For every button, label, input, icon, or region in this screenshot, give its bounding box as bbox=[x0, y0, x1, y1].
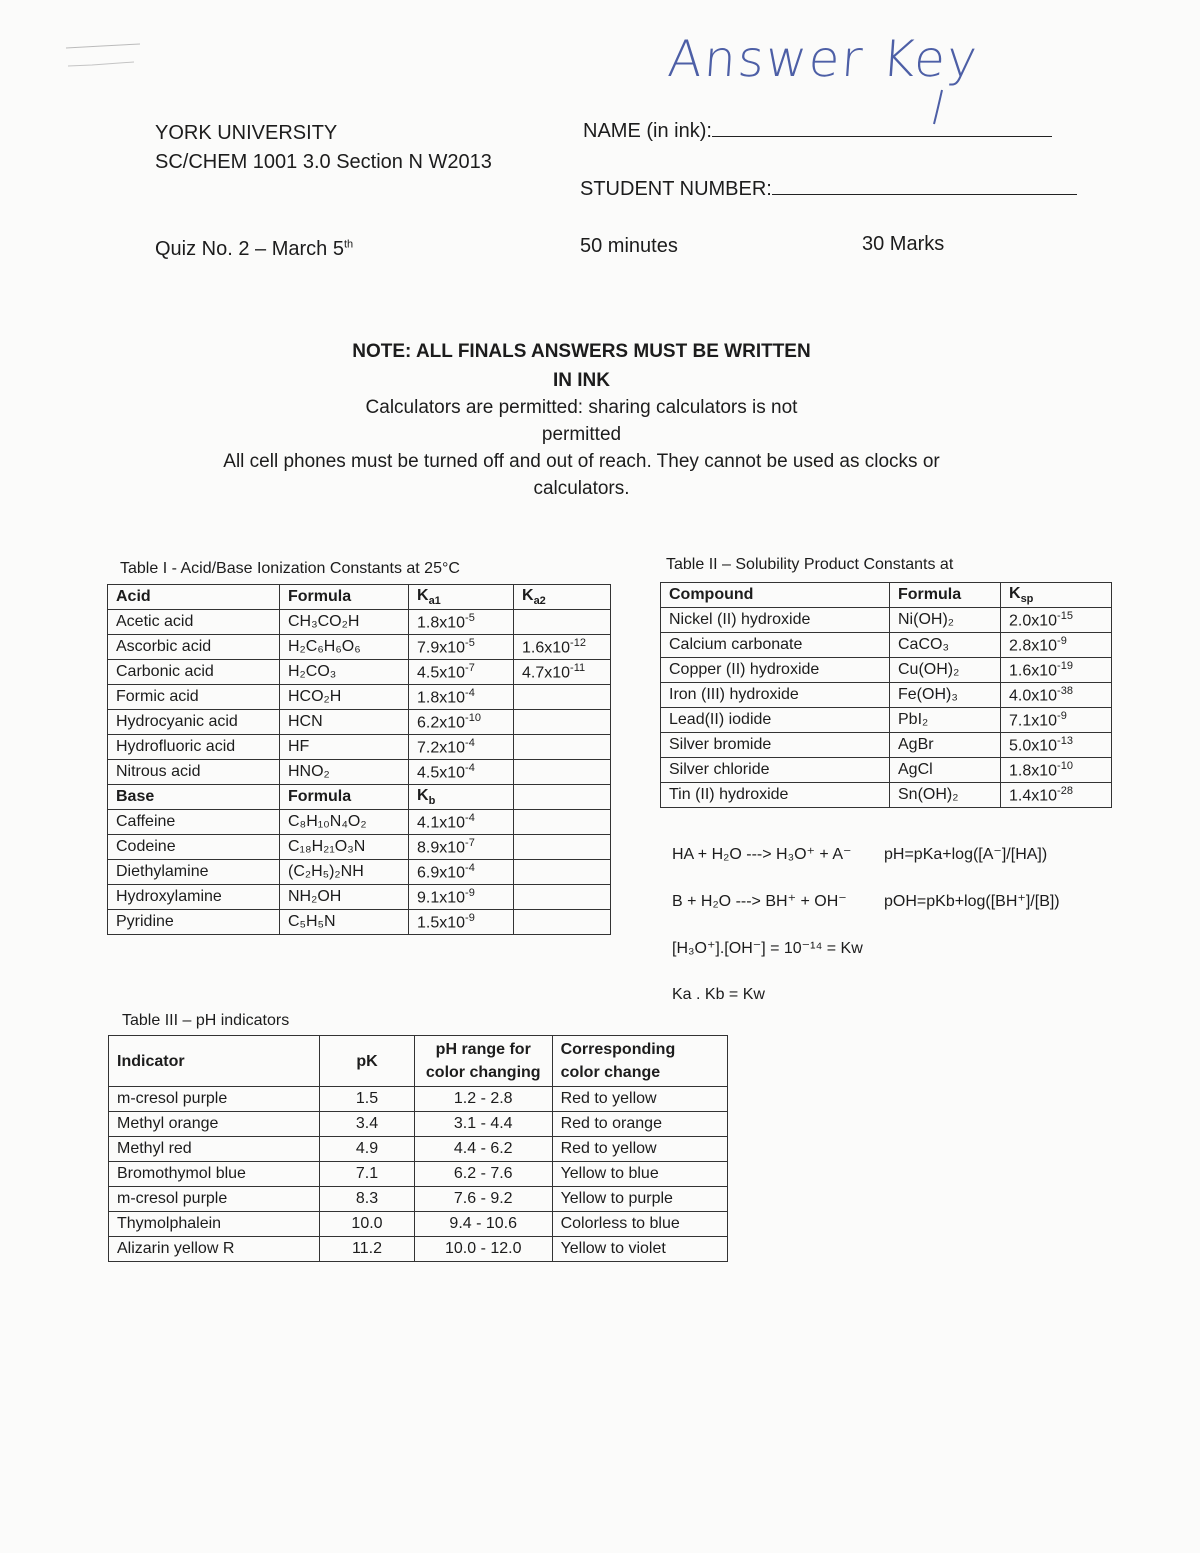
table-row bbox=[109, 1137, 728, 1162]
ka1-value: $7.2x10^{-4}$ bbox=[409, 735, 514, 760]
indicator-ph-range: 9.4 - 10.6 bbox=[414, 1212, 552, 1237]
empty-cell bbox=[514, 810, 611, 835]
table1-caption: Table I - Acid/Base Ionization Constants at 25°C bbox=[120, 560, 460, 577]
compound-name: Silver bromide bbox=[661, 733, 890, 758]
indicator-color-change: Colorless to blue bbox=[552, 1212, 727, 1237]
ka2-value bbox=[514, 710, 611, 735]
table-row bbox=[108, 860, 611, 885]
acid-base-table bbox=[107, 584, 611, 935]
indicator-pk: 8.3 bbox=[320, 1187, 415, 1212]
empty-cell bbox=[514, 785, 611, 810]
table-row bbox=[109, 1212, 728, 1237]
table-row bbox=[108, 885, 611, 910]
ka1-value: $7.9x10^{-5}$ bbox=[409, 635, 514, 660]
formula-header: Formula bbox=[280, 785, 409, 810]
ksp-header: $K_{sp}$ bbox=[1001, 583, 1112, 608]
indicator-color-change: Yellow to blue bbox=[552, 1162, 727, 1187]
table-row bbox=[108, 760, 611, 785]
scan-scribble bbox=[62, 38, 146, 72]
ksp-value: $2.0x10^{-15}$ bbox=[1001, 608, 1112, 633]
note-line-6: calculators. bbox=[533, 478, 630, 499]
table-row bbox=[108, 810, 611, 835]
table-row bbox=[108, 660, 611, 685]
indicator-color-change: Red to yellow bbox=[552, 1087, 727, 1112]
compound-formula: Cu(OH)₂ bbox=[890, 658, 1001, 683]
acid-name: Formic acid bbox=[108, 685, 280, 710]
kb-header: $K_b$ bbox=[409, 785, 514, 810]
indicator-color-change: Red to yellow bbox=[552, 1137, 727, 1162]
table-row bbox=[661, 633, 1112, 658]
acid-name: Hydrofluoric acid bbox=[108, 735, 280, 760]
compound-formula: Sn(OH)₂ bbox=[890, 783, 1001, 808]
ksp-value: $2.8x10^{-9}$ bbox=[1001, 633, 1112, 658]
note-line-3: Calculators are permitted: sharing calculators is not bbox=[365, 397, 798, 418]
table-row bbox=[661, 733, 1112, 758]
ka2-value bbox=[514, 610, 611, 635]
solubility-table bbox=[660, 582, 1112, 808]
table-row bbox=[108, 685, 611, 710]
compound-name: Calcium carbonate bbox=[661, 633, 890, 658]
compound-name: Nickel (II) hydroxide bbox=[661, 608, 890, 633]
base-formula: C₈H₁₀N₄O₂ bbox=[280, 810, 409, 835]
table2-caption: Table II – Solubility Product Constants at bbox=[666, 556, 954, 573]
compound-name: Iron (III) hydroxide bbox=[661, 683, 890, 708]
table-row bbox=[661, 708, 1112, 733]
course-code: SC/CHEM 1001 3.0 Section N W2013 bbox=[155, 151, 492, 173]
empty-cell bbox=[514, 860, 611, 885]
table-row bbox=[108, 635, 611, 660]
note-line-2: IN INK bbox=[553, 370, 610, 391]
ksp-value: $4.0x10^{-38}$ bbox=[1001, 683, 1112, 708]
name-field[interactable]: NAME (in ink): bbox=[583, 120, 1052, 143]
kb-value: $9.1x10^{-9}$ bbox=[409, 885, 514, 910]
indicator-color-change: Yellow to violet bbox=[552, 1237, 727, 1262]
henderson-hasselbalch-acid: pH=pKa+log([A⁻]/[HA]) bbox=[884, 846, 1048, 863]
compound-formula: PbI₂ bbox=[890, 708, 1001, 733]
ka2-value bbox=[514, 760, 611, 785]
kb-value: $8.9x10^{-7}$ bbox=[409, 835, 514, 860]
empty-cell bbox=[514, 885, 611, 910]
indicator-name: m-cresol purple bbox=[109, 1087, 320, 1112]
indicator-name: Alizarin yellow R bbox=[109, 1237, 320, 1262]
base-formula: (C₂H₅)₂NH bbox=[280, 860, 409, 885]
indicator-pk: 3.4 bbox=[320, 1112, 415, 1137]
indicator-name: m-cresol purple bbox=[109, 1187, 320, 1212]
compound-formula: AgCl bbox=[890, 758, 1001, 783]
acid-name: Nitrous acid bbox=[108, 760, 280, 785]
student-number-field[interactable]: STUDENT NUMBER: bbox=[580, 178, 1077, 201]
indicator-ph-range: 3.1 - 4.4 bbox=[414, 1112, 552, 1137]
ph-range-header: pH range for color changing bbox=[414, 1036, 552, 1087]
indicator-name: Thymolphalein bbox=[109, 1212, 320, 1237]
base-formula: C₁₈H₂₁O₃N bbox=[280, 835, 409, 860]
table-row bbox=[661, 683, 1112, 708]
ka1-header: $K_{a1}$ bbox=[409, 585, 514, 610]
indicator-ph-range: 6.2 - 7.6 bbox=[414, 1162, 552, 1187]
ka1-value: $1.8x10^{-4}$ bbox=[409, 685, 514, 710]
ka2-value bbox=[514, 685, 611, 710]
indicator-name: Bromothymol blue bbox=[109, 1162, 320, 1187]
kw-equation: [H₃O⁺].[OH⁻] = 10⁻¹⁴ = Kw bbox=[672, 940, 863, 957]
compound-name: Silver chloride bbox=[661, 758, 890, 783]
acid-formula: HF bbox=[280, 735, 409, 760]
kb-value: $6.9x10^{-4}$ bbox=[409, 860, 514, 885]
handwritten-answer-key: Answer Key bbox=[665, 30, 981, 88]
pk-header: pK bbox=[320, 1036, 415, 1087]
total-marks: 30 Marks bbox=[862, 233, 945, 255]
acid-header: Acid bbox=[108, 585, 280, 610]
ka1-value: $6.2x10^{-10}$ bbox=[409, 710, 514, 735]
indicator-name: Methyl orange bbox=[109, 1112, 320, 1137]
compound-formula: Fe(OH)₃ bbox=[890, 683, 1001, 708]
acid-formula: H₂CO₃ bbox=[280, 660, 409, 685]
acid-name: Carbonic acid bbox=[108, 660, 280, 685]
table-row bbox=[108, 610, 611, 635]
empty-cell bbox=[514, 835, 611, 860]
indicator-pk: 4.9 bbox=[320, 1137, 415, 1162]
note-line-4: permitted bbox=[541, 424, 622, 445]
indicator-color-change: Yellow to purple bbox=[552, 1187, 727, 1212]
ksp-value: $1.4x10^{-28}$ bbox=[1001, 783, 1112, 808]
kb-value: $4.1x10^{-4}$ bbox=[409, 810, 514, 835]
ka-kb-equation: Ka . Kb = Kw bbox=[672, 986, 765, 1003]
table-header-row bbox=[108, 585, 611, 610]
table-row bbox=[109, 1087, 728, 1112]
compound-header: Compound bbox=[661, 583, 890, 608]
base-name: Hydroxylamine bbox=[108, 885, 280, 910]
color-change-header: Corresponding color change bbox=[552, 1036, 727, 1087]
ka1-value: $4.5x10^{-4}$ bbox=[409, 760, 514, 785]
formula-header: Formula bbox=[890, 583, 1001, 608]
indicator-ph-range: 7.6 - 9.2 bbox=[414, 1187, 552, 1212]
acid-formula: HNO₂ bbox=[280, 760, 409, 785]
base-formula: C₅H₅N bbox=[280, 910, 409, 935]
table3-caption: Table III – pH indicators bbox=[122, 1012, 290, 1029]
indicator-ph-range: 1.2 - 2.8 bbox=[414, 1087, 552, 1112]
base-formula: NH₂OH bbox=[280, 885, 409, 910]
acid-formula: HCN bbox=[280, 710, 409, 735]
acid-name: Acetic acid bbox=[108, 610, 280, 635]
university-name: YORK UNIVERSITY bbox=[155, 122, 338, 144]
indicator-pk: 7.1 bbox=[320, 1162, 415, 1187]
base-name: Diethylamine bbox=[108, 860, 280, 885]
formula-header: Formula bbox=[280, 585, 409, 610]
ka1-value: $4.5x10^{-7}$ bbox=[409, 660, 514, 685]
table-row bbox=[108, 910, 611, 935]
note-line-1: NOTE: ALL FINALS ANSWERS MUST BE WRITTEN bbox=[352, 341, 811, 362]
indicator-color-change: Red to orange bbox=[552, 1112, 727, 1137]
base-header: Base bbox=[108, 785, 280, 810]
table-header-row bbox=[109, 1036, 728, 1087]
table-row bbox=[109, 1237, 728, 1262]
base-name: Pyridine bbox=[108, 910, 280, 935]
table-row bbox=[109, 1187, 728, 1212]
empty-cell bbox=[514, 910, 611, 935]
ka1-value: $1.8x10^{-5}$ bbox=[409, 610, 514, 635]
base-dissociation-equation: B + H₂O ---> BH⁺ + OH⁻ bbox=[672, 893, 847, 910]
table-row bbox=[661, 658, 1112, 683]
table-row bbox=[661, 608, 1112, 633]
indicator-pk: 10.0 bbox=[320, 1212, 415, 1237]
compound-formula: AgBr bbox=[890, 733, 1001, 758]
acid-name: Hydrocyanic acid bbox=[108, 710, 280, 735]
acid-name: Ascorbic acid bbox=[108, 635, 280, 660]
ksp-value: $7.1x10^{-9}$ bbox=[1001, 708, 1112, 733]
ksp-value: $1.8x10^{-10}$ bbox=[1001, 758, 1112, 783]
quiz-title: Quiz No. 2 – March 5th bbox=[155, 238, 354, 260]
base-name: Caffeine bbox=[108, 810, 280, 835]
table-row bbox=[109, 1112, 728, 1137]
henderson-hasselbalch-base: pOH=pKb+log([BH⁺]/[B]) bbox=[884, 893, 1060, 910]
base-name: Codeine bbox=[108, 835, 280, 860]
indicator-pk: 1.5 bbox=[320, 1087, 415, 1112]
duration: 50 minutes bbox=[580, 235, 678, 257]
table-row bbox=[108, 835, 611, 860]
acid-formula: H₂C₆H₆O₆ bbox=[280, 635, 409, 660]
compound-formula: Ni(OH)₂ bbox=[890, 608, 1001, 633]
table-row bbox=[661, 783, 1112, 808]
compound-name: Tin (II) hydroxide bbox=[661, 783, 890, 808]
indicator-ph-range: 4.4 - 6.2 bbox=[414, 1137, 552, 1162]
table-row bbox=[109, 1162, 728, 1187]
acid-formula: CH₃CO₂H bbox=[280, 610, 409, 635]
acid-dissociation-equation: HA + H₂O ---> H₃O⁺ + A⁻ bbox=[672, 846, 852, 863]
indicator-name: Methyl red bbox=[109, 1137, 320, 1162]
note-line-5: All cell phones must be turned off and out of reach. They cannot be used as clocks or bbox=[223, 451, 940, 472]
ksp-value: $5.0x10^{-13}$ bbox=[1001, 733, 1112, 758]
table-row bbox=[661, 758, 1112, 783]
ph-indicator-table bbox=[108, 1035, 728, 1262]
acid-formula: HCO₂H bbox=[280, 685, 409, 710]
ka2-value: $4.7x10^{-11}$ bbox=[514, 660, 611, 685]
compound-name: Lead(II) iodide bbox=[661, 708, 890, 733]
ksp-value: $1.6x10^{-19}$ bbox=[1001, 658, 1112, 683]
kb-value: $1.5x10^{-9}$ bbox=[409, 910, 514, 935]
ka2-value bbox=[514, 735, 611, 760]
indicator-header: Indicator bbox=[109, 1036, 320, 1087]
ka2-header: $K_{a2}$ bbox=[514, 585, 611, 610]
base-header-row bbox=[108, 785, 611, 810]
indicator-pk: 11.2 bbox=[320, 1237, 415, 1262]
compound-name: Copper (II) hydroxide bbox=[661, 658, 890, 683]
table-row bbox=[108, 735, 611, 760]
ka2-value: $1.6x10^{-12}$ bbox=[514, 635, 611, 660]
indicator-ph-range: 10.0 - 12.0 bbox=[414, 1237, 552, 1262]
table-row bbox=[108, 710, 611, 735]
compound-formula: CaCO₃ bbox=[890, 633, 1001, 658]
table-header-row bbox=[661, 583, 1112, 608]
